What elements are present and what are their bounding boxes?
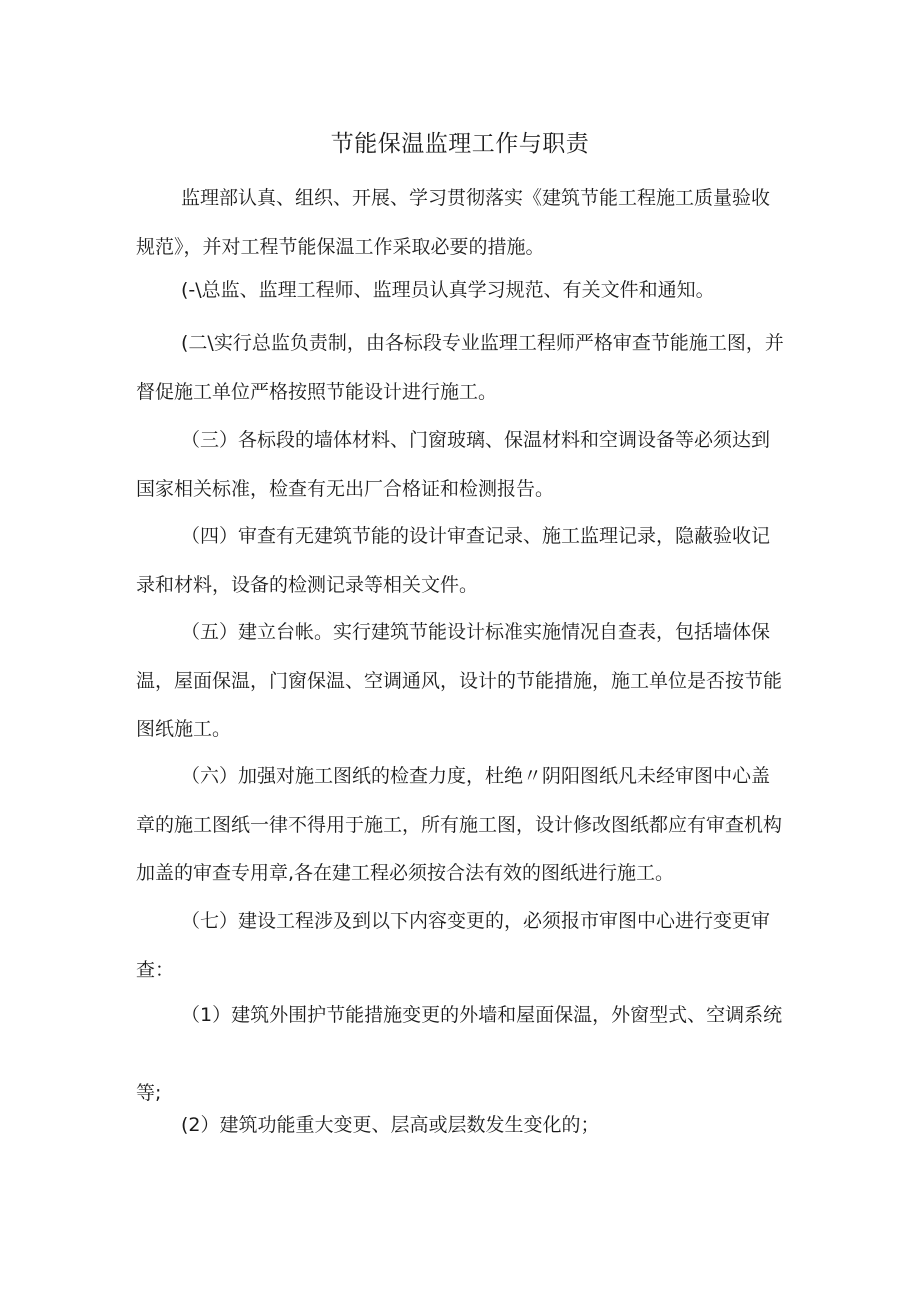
paragraph-intro: 监理部认真、组织、开展、学习贯彻落实《建筑节能工程施工质量验收规范》，并对工程节能保温工作采取必要的措施。 xyxy=(136,187,771,258)
document-title: 节能保温监理工作与职责 xyxy=(330,131,590,157)
paragraph-1: (-\总监、监理工程师、监理员认真学习规范、有关文件和通知。 xyxy=(181,279,715,301)
list-item-1: （1）建筑外围护节能措施变更的外墙和屋面保温，外窗型式、空调系统等; xyxy=(136,1004,783,1104)
paragraph-3: （三）各标段的墙体材料、门窗玻璃、保温材料和空调设备等必须达到国家相关标准，检查有无出厂合格证和检测报告。 xyxy=(136,429,771,500)
paragraph-5: （五）建立台帐。实行建筑节能设计标准实施情况自查表，包括墙体保温，屋面保温，门窗保温、空调通风，设计的节能措施，施工单位是否按节能图纸施工。 xyxy=(136,621,783,740)
list-item-2: (2）建筑功能重大变更、层高或层数发生变化的； xyxy=(181,1114,600,1136)
paragraph-7: （七）建设工程涉及到以下内容变更的，必须报市审图中心进行变更审查： xyxy=(136,910,771,981)
paragraph-4: （四）审查有无建筑节能的设计审查记录、施工监理记录，隐蔽验收记录和材料，设备的检测记录等相关文件。 xyxy=(136,525,771,596)
paragraph-2: (二\实行总监负责制，由各标段专业监理工程师严格审查节能施工图，并督促施工单位严格按照节能设计进行施工。 xyxy=(136,332,784,403)
paragraph-6: （六）加强对施工图纸的检查力度，杜绝〃阴阳图纸凡未经审图中心盖章的施工图纸一律不得用于施工，所有施工图，设计修改图纸都应有审查机构加盖的审查专用章,各在建工程必须按合法有效的图纸进行施工。 xyxy=(136,765,783,884)
